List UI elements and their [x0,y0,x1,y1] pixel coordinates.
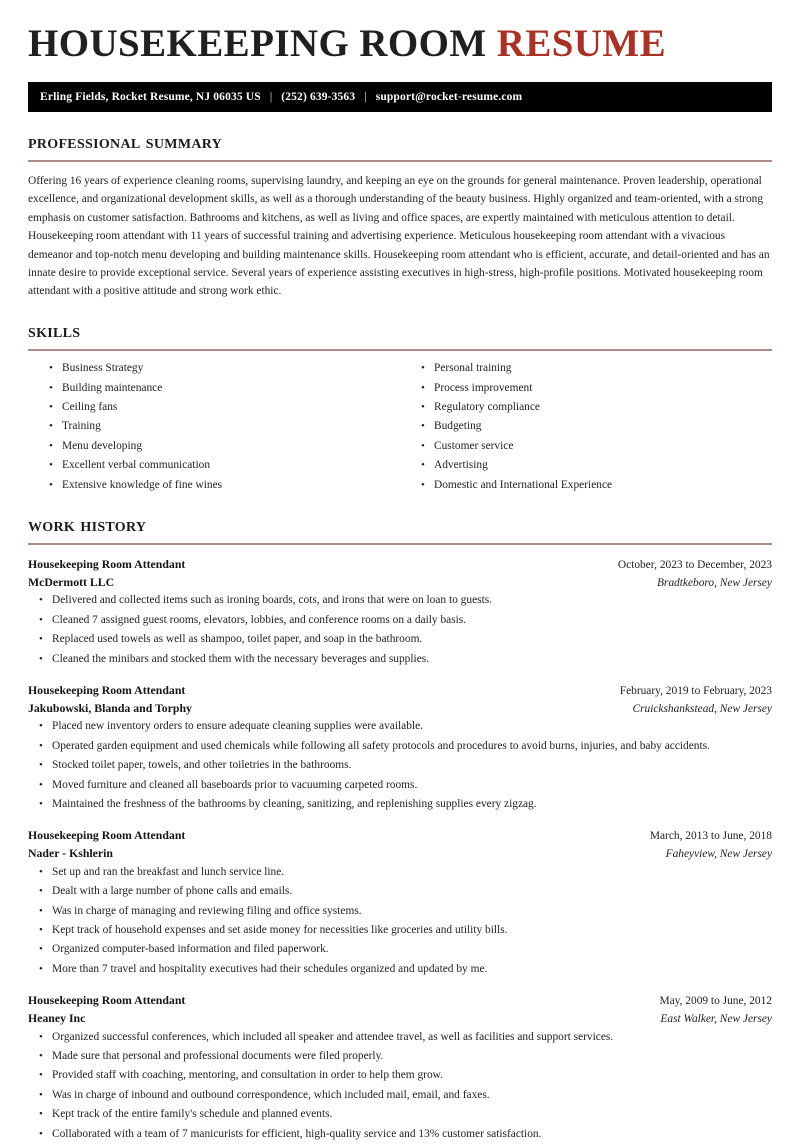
list-item: • Menu developing [62,437,400,456]
section-heading-work-history: work history [28,513,147,536]
job-bullet-list [28,717,772,814]
list-item: • Cleaned the minibars and stocked them with the necessary beverages and supplies. [52,649,772,668]
list-item: • Was in charge of inbound and outbound correspondence, which included mail, email, and faxes. [52,1086,772,1105]
contact-email[interactable]: support@rocket-resume.com [375,90,523,103]
section-divider-summary [28,160,772,162]
list-item: • Regulatory compliance [434,398,772,417]
job-title-row [28,556,772,574]
list-item: • Process improvement [434,378,772,397]
job-location: East Walker, New Jersey [660,1012,772,1025]
list-item: • Kept track of household expenses and set aside money for necessities like groceries and utility bills. [52,921,772,940]
list-item: • Kept track of the entire family's schedule and planned events. [52,1105,772,1124]
list-item: • Moved furniture and cleaned all baseboards prior to vacuuming carpeted rooms. [52,775,772,794]
contact-address: Erling Fields, Rocket Resume, NJ 06035 US [40,90,261,103]
list-item: • Delivered and collected items such as ironing boards, cots, and irons that were on loan to guests. [52,591,772,610]
job-company: Jakubowski, Blanda and Torphy [28,700,192,715]
list-item: • Maintained the freshness of the bathrooms by cleaning, sanitizing, and replenishing supplies every zigzag. [52,795,772,814]
page-title [28,0,772,66]
list-item: • More than 7 travel and hospitality executives had their schedules organized and updated by me. [52,960,772,979]
list-item: • Collaborated with a team of 7 manicurists for efficient, high-quality service and 13% customer satisfaction. [52,1124,772,1143]
job-bullet-list [28,1027,772,1144]
list-item: • Customer service [434,437,772,456]
section-heading-skills: skills [28,319,81,342]
list-item: • Set up and ran the breakfast and lunch service line. [52,863,772,882]
job-company-row [28,700,772,718]
job-location: Bradtkeboro, New Jersey [656,576,772,589]
job-entry [28,556,772,669]
list-item: • Training [62,417,400,436]
job-location: Cruickshankstead, New Jersey [632,702,772,715]
list-item: • Business Strategy [62,359,400,378]
summary-paragraph: Offering 16 years of experience cleaning rooms, supervising laundry, and keeping an eye on the grounds for general maintenance. Proven leadership, operational excellence, and organizational development skills, as well as a thorough understanding of the beauty business. Highly organized and team-oriented, with a strong emphasis on customer satisfaction. Bathrooms and kitchens, as well as living and office spaces, are expertly maintained with meticulous attention to detail. Housekeeping room attendant with 11 years of successful training and advertising experience. Meticulous housekeeping room attendant with a vivacious demeanor and top-notch menu developing and building maintenance skills. Housekeeping room attendant who is efficient, accurate, and detail-oriented and has an innate desire to provide exceptional service. Several years of experience assisting executives in high-stress, high-profile positions. Motivated housekeeping room attendant with a positive attitude and strong work ethic. [28,174,770,298]
job-bullet-list [28,863,772,980]
job-title-row [28,827,772,845]
list-item: • Was in charge of managing and reviewing filing and office systems. [52,901,772,920]
list-item: • Organized successful conferences, which included all speaker and attendee travel, as well as facilities and support services. [52,1027,772,1046]
list-item: • Personal training [434,359,772,378]
job-dates: February, 2019 to February, 2023 [619,684,772,697]
skills-list-left [38,359,400,495]
section-work-history [28,513,772,1144]
list-item: • Advertising [434,456,772,475]
list-item: • Ceiling fans [62,398,400,417]
list-item: • Made sure that personal and professional documents were filed properly. [52,1047,772,1066]
skills-column-right [400,359,772,495]
section-skills [28,319,772,495]
job-entry [28,992,772,1144]
job-title-row [28,992,772,1010]
job-title: Housekeeping Room Attendant [28,993,186,1008]
list-item: • Dealt with a large number of phone calls and emails. [52,882,772,901]
job-company-row [28,1010,772,1028]
job-title-row [28,682,772,700]
section-heading-summary: professional summary [28,130,223,153]
list-item: • Extensive knowledge of fine wines [62,475,400,494]
list-item: • Stocked toilet paper, towels, and other toiletries in the bathrooms. [52,756,772,775]
list-item: • Building maintenance [62,378,400,397]
section-divider-skills [28,349,772,351]
list-item: • Organized computer-based information and filed paperwork. [52,940,772,959]
skills-columns [28,359,772,495]
list-item: • Cleaned 7 assigned guest rooms, elevators, lobbies, and conference rooms on a daily basis. [52,611,772,630]
section-professional-summary [28,130,772,301]
job-company-row [28,845,772,863]
job-company: Nader - Kshlerin [28,845,113,860]
job-company: McDermott LLC [28,574,115,589]
list-item: • Placed new inventory orders to ensure adequate cleaning supplies were available. [52,717,772,736]
section-divider-work-history [28,543,772,545]
contact-separator-1: | [269,90,273,103]
job-entry [28,827,772,979]
job-dates: October, 2023 to December, 2023 [617,558,772,571]
job-company: Heaney Inc [28,1010,86,1025]
list-item: • Provided staff with coaching, mentoring, and consultation in order to help them grow. [52,1066,772,1085]
contact-separator-2: | [364,90,367,103]
contact-bar [28,82,772,112]
list-item: • Budgeting [434,417,772,436]
list-item: • Replaced used towels as well as shampoo, toilet paper, and soap in the bathroom. [52,630,772,649]
contact-phone[interactable]: (252) 639-3563 [281,90,356,103]
list-item: • Domestic and International Experience [434,475,772,494]
job-title: Housekeeping Room Attendant [28,682,186,697]
job-list [28,556,772,1144]
list-item: • Operated garden equipment and used chemicals while following all safety protocols and procedures to avoid burns, injuries, and baby accidents. [52,737,772,756]
job-dates: March, 2013 to June, 2018 [649,830,772,843]
page-title-main: HOUSEKEEPING ROOM [28,22,497,65]
job-dates: May, 2009 to June, 2012 [659,995,772,1008]
page-title-accent: RESUME [496,22,667,65]
job-location: Faheyview, New Jersey [665,847,772,860]
job-bullet-list [28,591,772,669]
list-item: • Excellent verbal communication [62,456,400,475]
job-company-row [28,574,772,592]
skills-list-right [410,359,772,495]
skills-column-left [28,359,400,495]
job-title: Housekeeping Room Attendant [28,828,186,843]
job-title: Housekeeping Room Attendant [28,556,186,571]
job-entry [28,682,772,814]
